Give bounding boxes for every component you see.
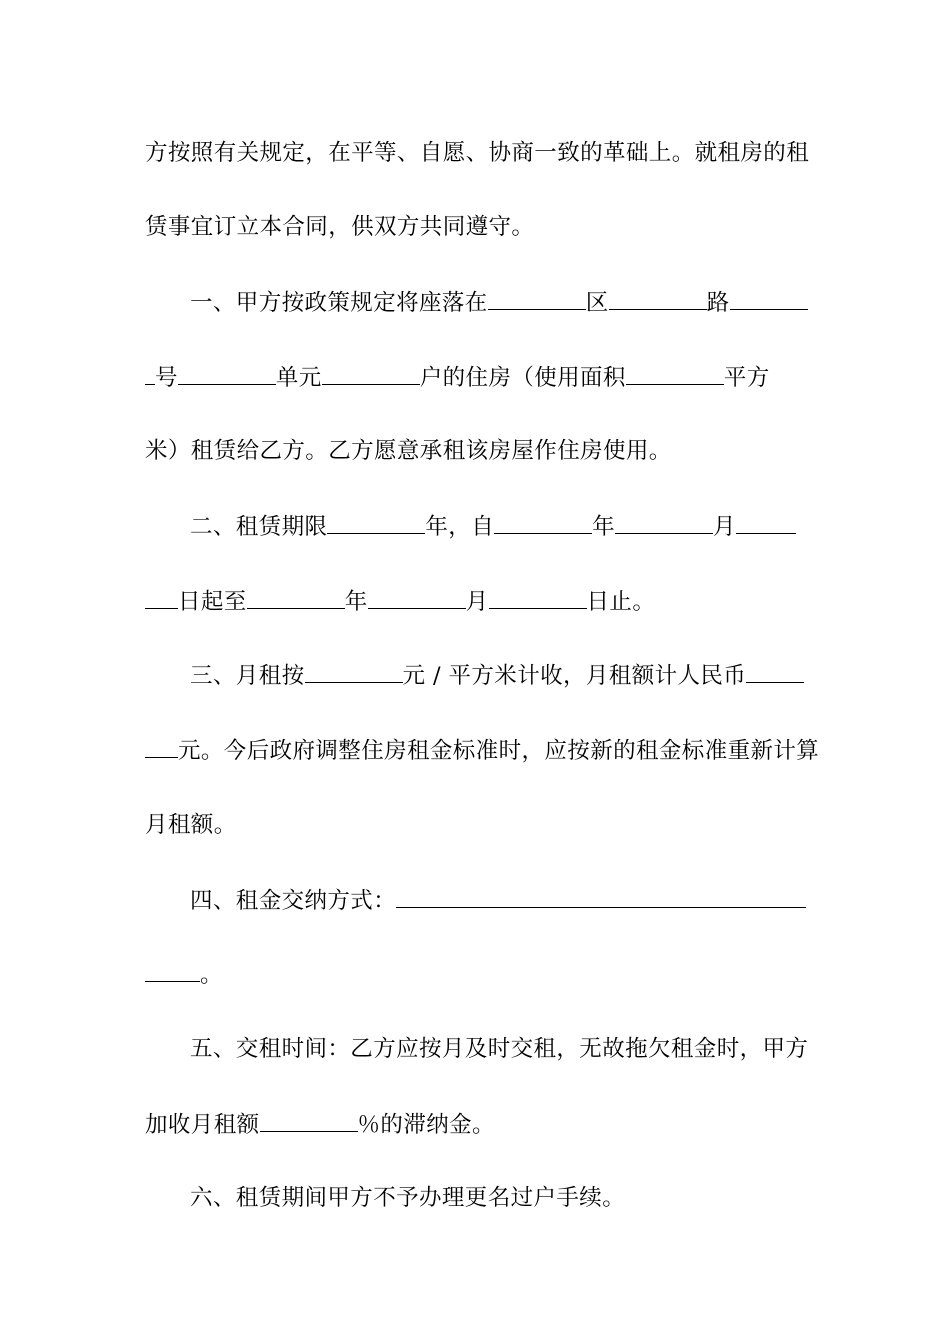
text: 日起至: [178, 589, 247, 615]
text: 加收月租额: [145, 1112, 260, 1138]
blank-field[interactable]: [178, 362, 276, 385]
blank-field[interactable]: [396, 885, 806, 908]
blank-field[interactable]: [609, 287, 707, 310]
text: 年，自: [425, 514, 495, 540]
text: 。: [200, 962, 223, 988]
text: 元 / 平方米计收，月租额计人民币: [402, 663, 747, 689]
blank-field[interactable]: [626, 362, 724, 385]
text: 二、租赁期限: [190, 514, 328, 540]
blank-field[interactable]: [327, 511, 425, 534]
blank-field[interactable]: [746, 660, 804, 683]
blank-field[interactable]: [247, 586, 345, 609]
clause-1-line: [145, 436, 807, 466]
text: ％的滞纳金。: [357, 1112, 495, 1138]
text: 六、租赁期间甲方不予办理更名过户手续。: [190, 1185, 626, 1211]
text: 月: [713, 514, 736, 540]
text: 日止。: [586, 589, 656, 615]
text: 月租额。: [145, 812, 237, 838]
text: 区: [585, 290, 609, 316]
clause-6-line: [190, 1183, 807, 1213]
text: 米）租赁给乙方。乙方愿意承租该房屋作住房使用。: [145, 438, 672, 464]
clause-3-line: [190, 660, 807, 691]
text: 平方: [723, 365, 770, 391]
clause-2-line: [190, 511, 807, 542]
clause-1-line: [145, 362, 807, 393]
text: 赁事宜订立本合同，供双方共同遵守。: [145, 214, 535, 240]
text: 路: [706, 290, 730, 316]
text: 五、交租时间：乙方应按月及时交租，无故拖欠租金时，甲方: [190, 1036, 809, 1062]
blank-field[interactable]: [145, 586, 178, 609]
blank-field[interactable]: [730, 287, 808, 310]
blank-field[interactable]: [615, 511, 713, 534]
clause-2-line: [145, 586, 807, 617]
blank-field[interactable]: [489, 586, 587, 609]
text: 月: [465, 589, 489, 615]
text: 户的住房（使用面积: [419, 365, 626, 391]
paragraph-line: [145, 212, 807, 242]
blank-field[interactable]: [145, 735, 178, 758]
text: 一、甲方按政策规定将座落在: [190, 290, 488, 316]
text: 年: [592, 514, 616, 540]
blank-field[interactable]: [368, 586, 466, 609]
text: 元。今后政府调整住房租金标准时，应按新的租金标准重新计算: [178, 738, 820, 764]
blank-field[interactable]: [488, 287, 586, 310]
blank-field[interactable]: [494, 511, 592, 534]
clause-3-line: [145, 735, 820, 766]
clause-5-line: [145, 1109, 807, 1140]
blank-field[interactable]: [736, 511, 796, 534]
text: 年: [344, 589, 368, 615]
clause-4-line: [145, 959, 807, 990]
blank-field[interactable]: [145, 959, 200, 982]
text: 方按照有关规定，在平等、自愿、协商一致的革础上。就租房的租: [145, 140, 810, 166]
text: 三、月租按: [190, 663, 305, 689]
paragraph-line: [145, 138, 810, 168]
clause-3-line: [145, 810, 807, 840]
blank-field[interactable]: [322, 362, 420, 385]
clause-5-line: [190, 1034, 807, 1064]
text: 四、租金交纳方式：: [190, 888, 397, 914]
clause-1-line: [190, 287, 807, 318]
clause-4-line: [190, 885, 807, 916]
blank-field[interactable]: [145, 362, 155, 385]
blank-field[interactable]: [260, 1109, 358, 1132]
blank-field[interactable]: [305, 660, 403, 683]
text: 单元: [275, 365, 322, 391]
text: 号: [155, 365, 178, 391]
